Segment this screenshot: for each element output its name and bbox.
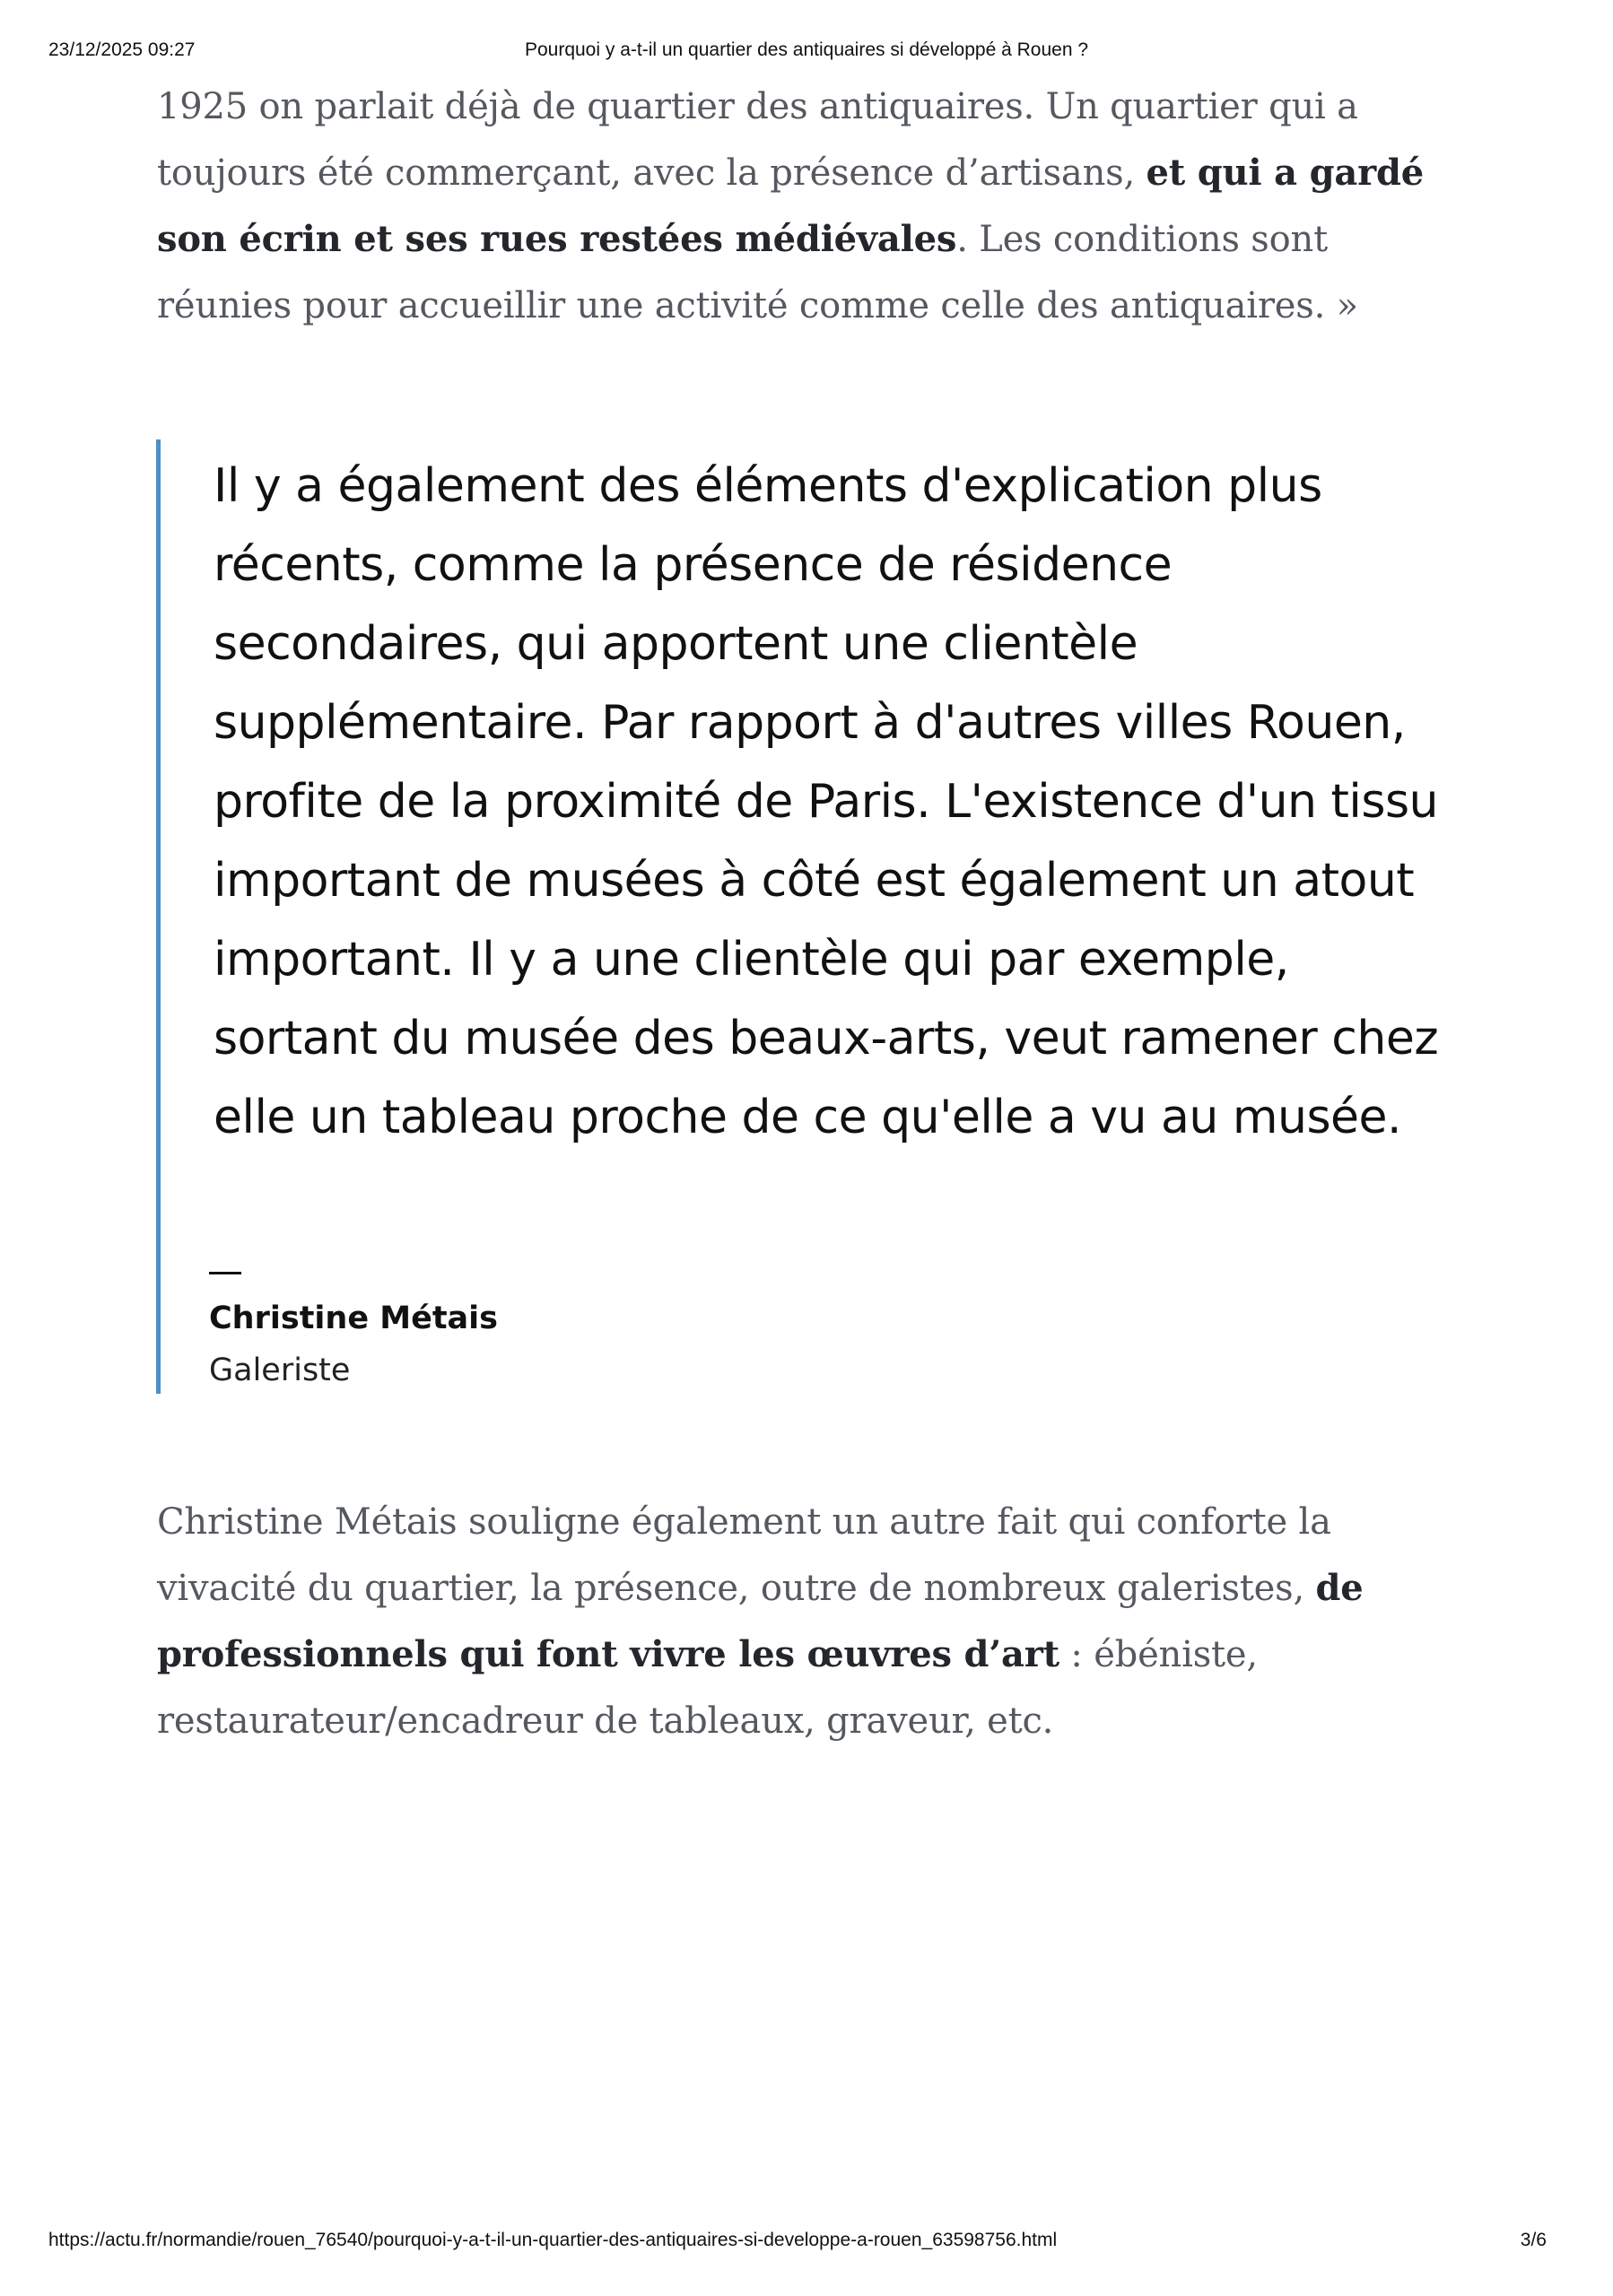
paragraph-text: 1925 on parlait déjà de quartier des antiquaires. Un quartier qui a toujours été commerçant, avec la présence d’artisans, [157,86,1358,194]
paragraph-text: . Les conditions sont réunies pour accueillir une activité comme celle des antiquaires. » [157,219,1358,326]
quote-attribution-dash [209,1272,241,1274]
paragraph-bold-text: de professionnels qui font vivre les œuvres d’art [157,1567,1364,1675]
page-number: 3/6 [1520,2230,1547,2250]
article-paragraph [157,74,1449,339]
print-page-title: Pourquoi y a-t-il un quartier des antiquaires si développé à Rouen ? [524,39,1089,60]
print-footer [0,2230,1613,2257]
paragraph-text: : ébéniste, restaurateur/encadreur de tableaux, graveur, etc. [157,1634,1258,1742]
quote-text: Il y a également des éléments d'explication plus récents, comme la présence de résidence secondaires, qui apportent une clientèle supplémentaire. Par rapport à d'autres villes Rouen, profite de la proximité de Paris. L'existence d'un tissu important de musées à côté est également un atout important. Il y a une clientèle qui par exemple, sortant du musée des beaux-arts, veut ramener chez elle un tableau proche de ce qu'elle a vu au musée. [214,459,1439,1144]
paragraph-text: Christine Métais souligne également un autre fait qui conforte la vivacité du quartier, la présence, outre de nombreux galeristes, [157,1501,1331,1609]
paragraph-bold-text: et qui a gardé son écrin et ses rues restées médiévales [157,152,1424,260]
quote-author-role: Galeriste [209,1352,351,1388]
print-header [0,39,1613,66]
article-paragraph [157,1489,1449,1754]
quote-author: Christine Métais [209,1300,499,1336]
print-url: https://actu.fr/normandie/rouen_76540/pourquoi-y-a-t-il-un-quartier-des-antiquaires-si-developpe-a-rouen_63598756.html [48,2230,1058,2250]
pull-quote [156,439,1466,1394]
print-datetime: 23/12/2025 09:27 [48,39,196,60]
